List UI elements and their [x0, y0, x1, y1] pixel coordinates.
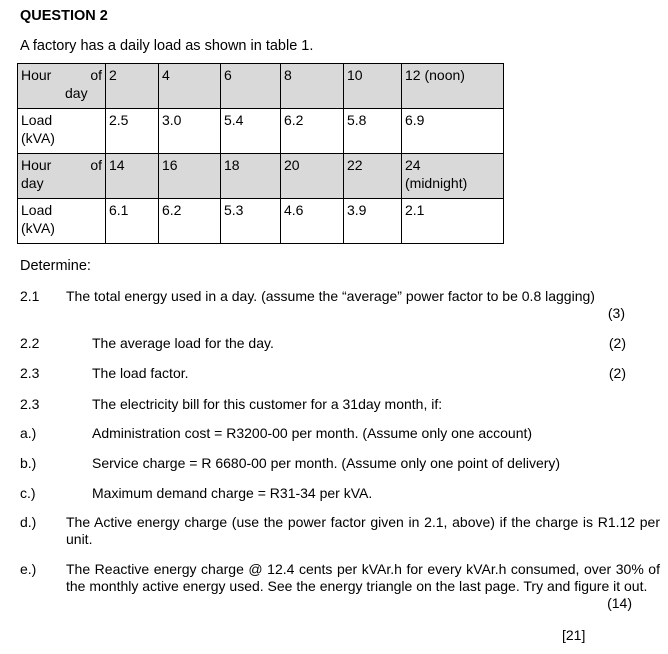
table-row-hours-1 [18, 64, 504, 109]
hour-cell: 2 [106, 64, 159, 109]
question-text: The total energy used in a day. (assume the “average” power factor to be 0.8 lagging) [66, 288, 595, 304]
subquestion-number: c.) [20, 485, 36, 501]
question-heading: QUESTION 2 [20, 8, 108, 24]
label-load: Load [21, 112, 53, 128]
total-marks: [21] [562, 627, 586, 643]
load-cell: 5.4 [221, 109, 281, 154]
label-day: day [21, 175, 44, 191]
hour-cell: 10 [344, 64, 402, 109]
subquestion-text: Maximum demand charge = R31-34 per kVA. [92, 485, 373, 501]
hour-cell: 16 [159, 154, 221, 199]
load-cell: 5.3 [221, 199, 281, 244]
subquestion-text: The Active energy charge (use the power factor given in 2.1, above) if the charge is R1.12 per unit. [66, 514, 660, 547]
hour-cell: 4 [159, 64, 221, 109]
subquestion-number: a.) [20, 425, 37, 441]
hour-24: 24 [405, 157, 421, 173]
intro-text: A factory has a daily load as shown in table 1. [20, 38, 314, 54]
load-cell: 6.9 [402, 109, 504, 154]
row-label-load [18, 109, 106, 154]
subquestion-number: d.) [20, 514, 37, 530]
label-kva: (kVA) [21, 220, 55, 236]
hour-cell [402, 154, 504, 199]
question-marks: (14) [607, 595, 632, 611]
row-label-hour [18, 154, 106, 199]
label-day: day [65, 85, 88, 101]
hour-cell: 14 [106, 154, 159, 199]
question-number: 2.3 [20, 365, 40, 381]
subquestion-text: Service charge = R 6680-00 per month. (Assume only one point of delivery) [92, 455, 561, 471]
hour-cell: 22 [344, 154, 402, 199]
load-cell: 5.8 [344, 109, 402, 154]
table-row-hours-2 [18, 154, 504, 199]
load-cell: 2.1 [402, 199, 504, 244]
hour-midnight: (midnight) [405, 175, 468, 191]
question-marks: (2) [608, 365, 626, 381]
load-cell: 4.6 [281, 199, 344, 244]
subquestion-number: b.) [20, 455, 37, 471]
table-row-loads-1 [18, 109, 504, 154]
label-load: Load [21, 202, 53, 218]
load-cell: 6.1 [106, 199, 159, 244]
question-text: The load factor. [92, 365, 189, 381]
row-label-load [18, 199, 106, 244]
load-cell: 3.0 [159, 109, 221, 154]
hour-cell: 8 [281, 64, 344, 109]
question-text: The electricity bill for this customer for a 31day month, if: [92, 396, 443, 412]
row-label-hour [18, 64, 106, 109]
load-cell: 6.2 [159, 199, 221, 244]
question-marks: (2) [608, 335, 626, 351]
determine-label: Determine: [20, 258, 91, 274]
hour-cell: 12 (noon) [402, 64, 504, 109]
question-number: 2.2 [20, 335, 40, 351]
load-cell: 3.9 [344, 199, 402, 244]
table-row-loads-2 [18, 199, 504, 244]
subquestion-number: e.) [20, 561, 37, 577]
question-number: 2.1 [20, 288, 40, 304]
label-of: of [90, 67, 102, 83]
label-hour: Hour [21, 157, 52, 173]
hour-cell: 18 [221, 154, 281, 199]
subquestion-text: The Reactive energy charge @ 12.4 cents per kVAr.h for every kVAr.h consumed, over 30% of the monthly active energy used. See the energy triangle on the last page. Try and figure it out. [66, 561, 660, 594]
label-kva: (kVA) [21, 130, 55, 146]
subquestion-text: Administration cost = R3200-00 per month. (Assume only one account) [92, 425, 533, 441]
question-number: 2.3 [20, 396, 40, 412]
question-marks: (3) [607, 305, 625, 321]
load-table [17, 63, 504, 244]
label-hour: Hour [21, 67, 52, 83]
hour-cell: 6 [221, 64, 281, 109]
load-cell: 6.2 [281, 109, 344, 154]
label-of: of [90, 157, 102, 173]
hour-cell: 20 [281, 154, 344, 199]
question-text: The average load for the day. [92, 335, 274, 351]
load-cell: 2.5 [106, 109, 159, 154]
